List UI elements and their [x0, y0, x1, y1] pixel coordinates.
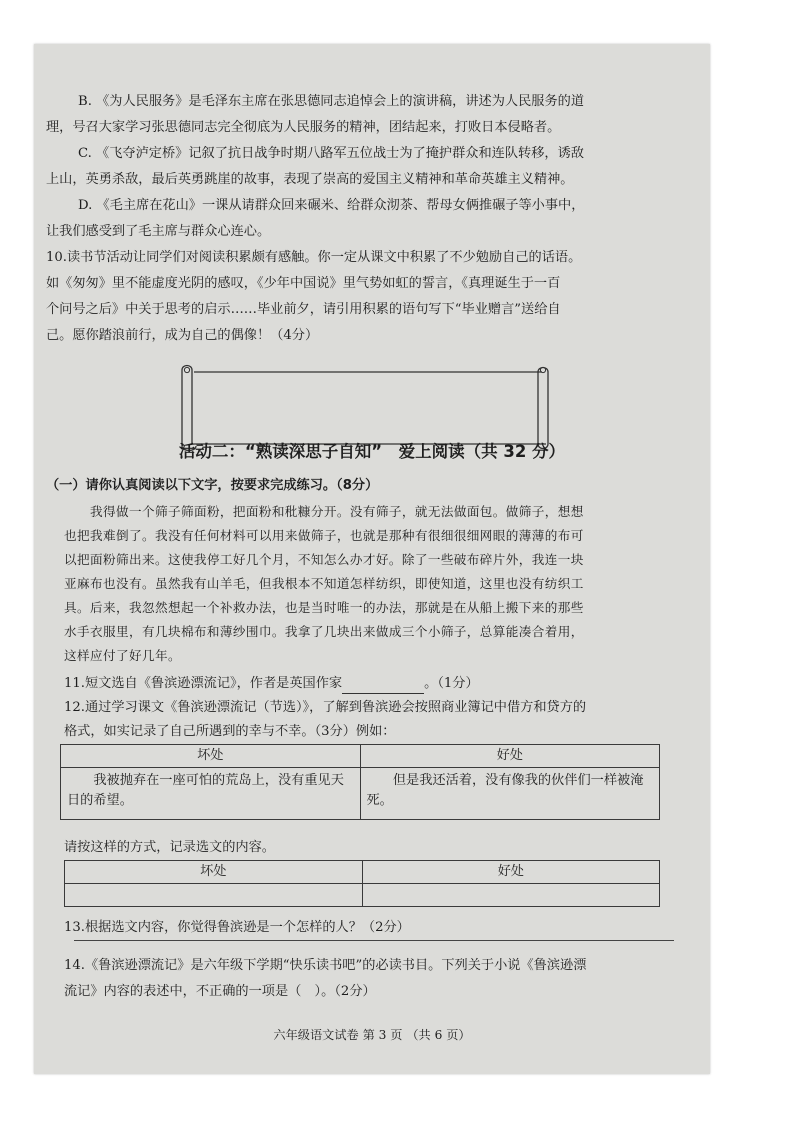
- example-header-bad: 坏处: [61, 745, 361, 768]
- passage-line: 具。后来，我忽然想起一个补救办法，也是当时唯一的办法，那就是在从船上搬下来的那些: [64, 600, 584, 615]
- example-header-good: 好处: [360, 745, 660, 768]
- answer-cell-good[interactable]: [362, 884, 660, 907]
- question-11: [64, 674, 479, 694]
- author-answer-blank[interactable]: [342, 679, 424, 694]
- option-d-line-2: 让我们感受到了毛主席与群众心连心。: [46, 224, 271, 239]
- option-b-line-2: 理，号召大家学习张思德同志完全彻底为人民服务的精神，团结起来，打败日本侵略者。: [46, 120, 561, 135]
- question-10-line-1: 10.读书节活动让同学们对阅读积累颇有感触。你一定从课文中积累了不少勉励自己的话语。: [46, 250, 582, 265]
- option-c-line-2: 上山，英勇杀敌，最后英勇跳崖的故事，表现了崇高的爱国主义精神和革命英雄主义精神。: [46, 172, 574, 187]
- question-10-line-2: 如《匆匆》里不能虚度光阴的感叹，《少年中国说》里气势如虹的誓言，《真理诞生于一百: [46, 276, 561, 291]
- question-11-prefix: 11.短文选自《鲁滨逊漂流记》，作者是英国作家: [64, 676, 343, 691]
- answer-cell-bad[interactable]: [65, 884, 363, 907]
- passage-line: 亚麻布也没有。虽然我有山羊毛，但我根本不知道怎样纺织，即使知道，这里也没有纺织工: [64, 576, 584, 591]
- passage-line: 以把面粉筛出来。这使我停工好几个月，不知怎么办才好。除了一些破布碎片外，我连一块: [64, 552, 584, 567]
- passage-line: 也把我难倒了。我没有任何材料可以用来做筛子，也就是那种有很细很细网眼的薄薄的布可: [64, 528, 584, 543]
- example-cell-bad: 我被抛弃在一座可怕的荒岛上，没有重见天日的希望。: [61, 768, 361, 820]
- page-footer: 六年级语文试卷 第 3 页 （共 6 页）: [273, 1028, 471, 1042]
- answer-header-good: 好处: [362, 861, 660, 884]
- question-13: 13.根据选文内容，你觉得鲁滨逊是一个怎样的人？（2分）: [64, 920, 410, 935]
- answer-table: [64, 860, 660, 907]
- answer-header-bad: 坏处: [65, 861, 363, 884]
- option-d-line-1: D. 《毛主席在花山》一课从请群众回来碾米、给群众沏茶、帮母女俩推碾子等小事中，: [78, 198, 585, 213]
- passage-line: 这样应付了好几年。: [64, 648, 181, 663]
- question-12-line-1: 12.通过学习课文《鲁滨逊漂流记（节选）》，了解到鲁滨逊会按照商业簿记中借方和贷方的: [64, 700, 587, 715]
- option-c-line-1: C. 《飞夺泸定桥》记叙了抗日战争时期八路军五位战士为了掩护群众和连队转移，诱敌: [78, 146, 584, 161]
- table-two-intro: 请按这样的方式，记录选文的内容。: [64, 840, 275, 855]
- question-10-line-3: 个问号之后》中关于思考的启示……毕业前夕，请引用积累的语句写下“毕业赠言”送给自: [46, 302, 561, 317]
- question-10-line-4: 己。愿你踏浪前行，成为自己的偶像！（4分）: [46, 328, 319, 343]
- question-12-line-2: 格式，如实记录了自己所遇到的幸与不幸。（3分）例如：: [64, 724, 396, 739]
- question-13-answer-line[interactable]: [74, 940, 674, 941]
- passage-line: 我得做一个筛子筛面粉，把面粉和秕糠分开。没有筛子，就无法做面包。做筛子，想想: [90, 504, 584, 519]
- question-14-line-1: 14.《鲁滨逊漂流记》是六年级下学期“快乐读书吧”的必读书目。下列关于小说《鲁滨逊漂: [64, 958, 587, 973]
- question-11-suffix: 。（1分）: [424, 676, 479, 691]
- activity-two-title: 活动二：“熟读深思子自知” 爱上阅读（共 32 分）: [178, 442, 566, 461]
- question-14-line-2: 流记》内容的表述中，不正确的一项是（ ）。（2分）: [64, 984, 376, 999]
- section-one-heading: （一）请你认真阅读以下文字，按要求完成练习。（8分）: [46, 478, 379, 493]
- example-cell-good: 但是我还活着，没有像我的伙伴们一样被淹死。: [360, 768, 660, 820]
- passage-line: 水手衣服里，有几块棉布和薄纱围巾。我拿了几块出来做成三个小筛子，总算能凑合着用，: [64, 624, 584, 639]
- example-table: [60, 744, 660, 820]
- exam-page: [34, 44, 710, 1074]
- option-b-line-1: B. 《为人民服务》是毛泽东主席在张思德同志追悼会上的演讲稿，讲述为人民服务的道: [78, 94, 585, 109]
